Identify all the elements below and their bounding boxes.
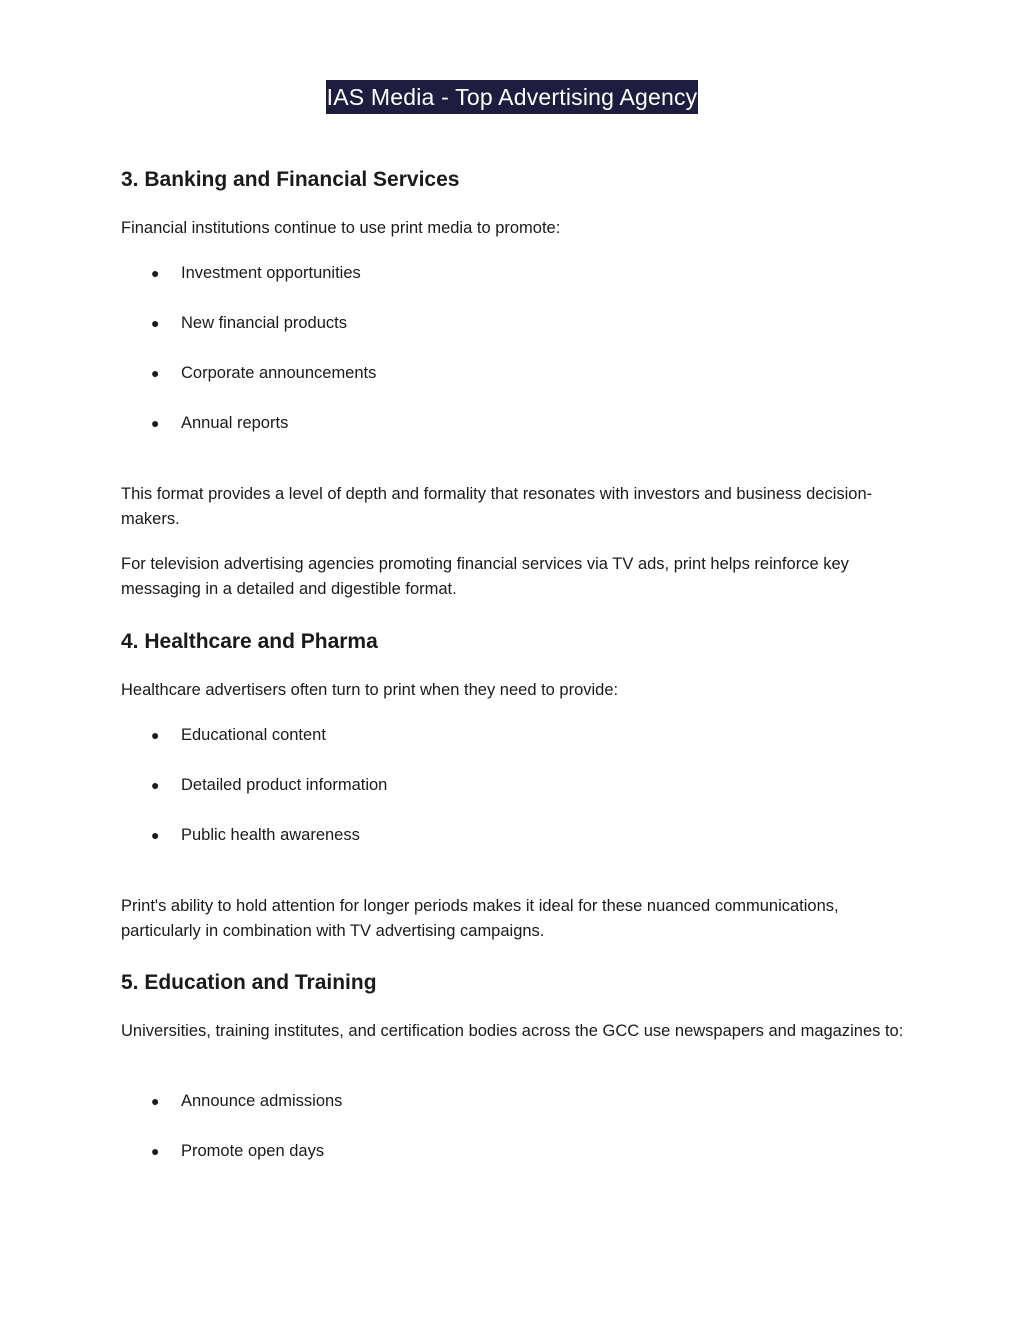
bullet-icon: ● <box>151 415 160 431</box>
section-intro-healthcare: Healthcare advertisers often turn to print when they need to provide: <box>121 681 619 699</box>
bullet-icon: ● <box>151 365 160 381</box>
paragraph-healthcare-attention: Print's ability to hold attention for longer periods makes it ideal for these nuanced communications, particularly in combination with TV advertising campaigns. <box>121 897 839 940</box>
list-item: ● Public health awareness <box>151 823 360 848</box>
bullet-icon: ● <box>151 827 160 843</box>
bullet-icon: ● <box>151 777 160 793</box>
bullet-icon: ● <box>151 727 160 743</box>
list-item: ● Detailed product information <box>151 773 387 798</box>
list-item: ● Investment opportunities <box>151 261 361 286</box>
section-intro-banking: Financial institutions continue to use print media to promote: <box>121 219 561 237</box>
page-title-banner: IAS Media - Top Advertising Agency <box>326 80 699 114</box>
banner-container <box>0 80 1024 114</box>
bullet-icon: ● <box>151 265 160 281</box>
list-item: ● Educational content <box>151 723 326 748</box>
bullet-icon: ● <box>151 1143 160 1159</box>
section-heading-healthcare: 4. Healthcare and Pharma <box>121 630 378 653</box>
list-item: ● New financial products <box>151 311 347 336</box>
list-item: ● Promote open days <box>151 1139 324 1164</box>
bullet-icon: ● <box>151 315 160 331</box>
list-item: ● Corporate announcements <box>151 361 376 386</box>
section-heading-education: 5. Education and Training <box>121 971 377 994</box>
list-item: ● Annual reports <box>151 411 288 436</box>
section-heading-banking: 3. Banking and Financial Services <box>121 168 460 191</box>
bullet-icon: ● <box>151 1093 160 1109</box>
list-item: ● Announce admissions <box>151 1089 342 1114</box>
paragraph-banking-depth: This format provides a level of depth and formality that resonates with investors and business decision-makers. <box>121 485 873 528</box>
section-intro-education: Universities, training institutes, and certification bodies across the GCC use newspapers and magazines to: <box>121 1022 904 1040</box>
paragraph-banking-tv: For television advertising agencies promoting financial services via TV ads, print helps reinforce key messaging in a detailed and digestible format. <box>121 555 849 598</box>
